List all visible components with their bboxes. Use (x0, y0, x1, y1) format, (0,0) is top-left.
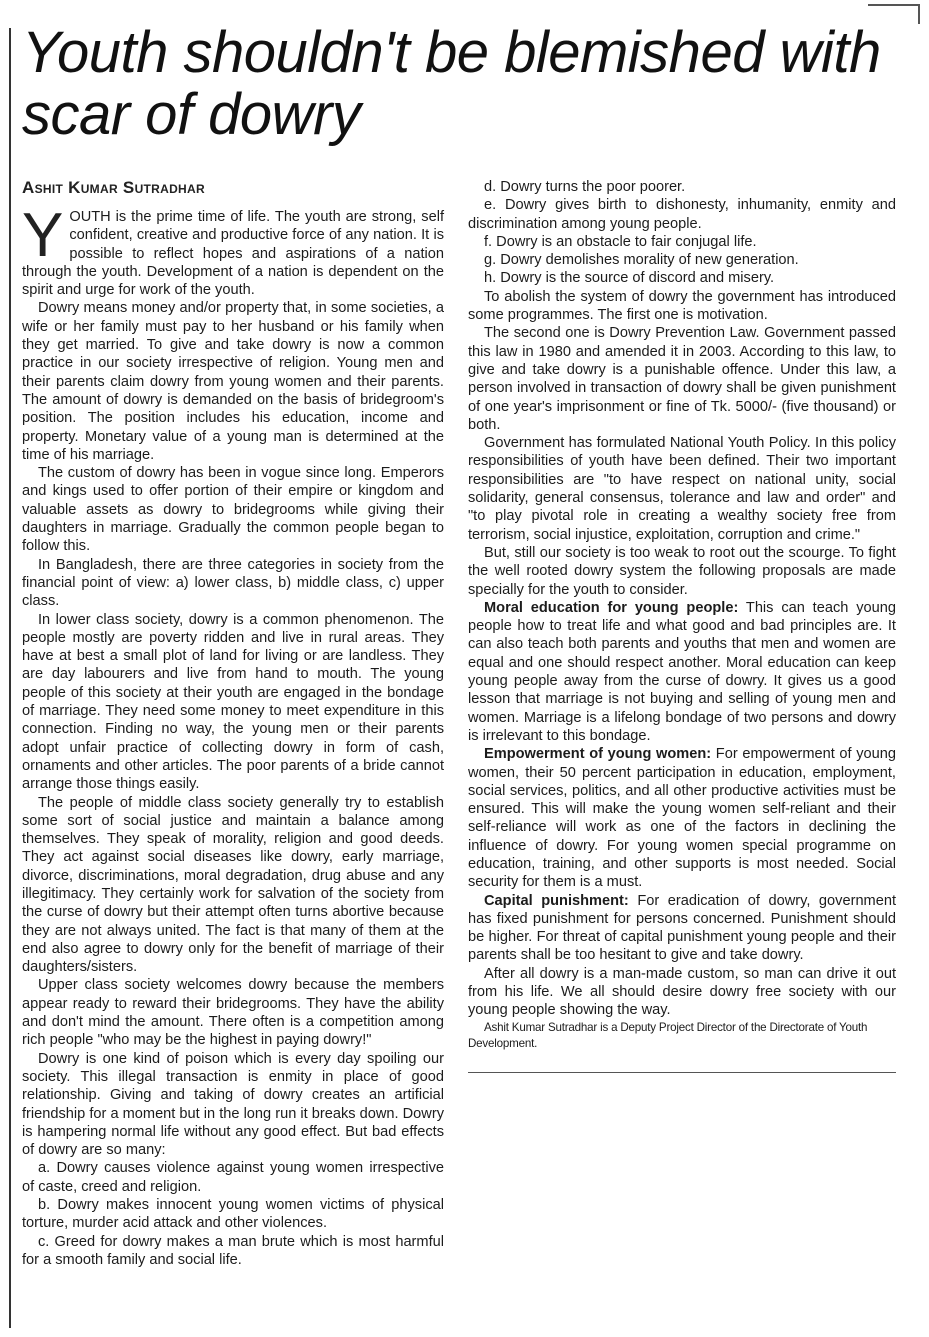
body-paragraph: Upper class society welcomes dowry because the members appear ready to reward their bridegrooms. They have the ability and don't mind the amount. There often is a competition among rich people "who may be the highest in paying dowry!" (22, 977, 444, 1049)
effect-list-item: g. Dowry demolishes morality of new generation. (484, 252, 799, 269)
effect-list-item: e. Dowry gives birth to dishonesty, inhumanity, enmity and discrimination among young people. (468, 197, 896, 232)
proposal-text: This can teach young people how to treat life and what good and bad principles are. It can also teach both parents and youths that men and women are equal and one should respect another. Moral education can keep young people away from the curse of dowry. It gives us a good lesson that marriage is not buying and selling of young men and women. Marriage is a lifelong bondage of two persons and dowry is irrelevant to this bondage. (468, 599, 896, 744)
effect-list-item: c. Greed for dowry makes a man brute which is most harmful for a smooth family and social life. (22, 1233, 444, 1268)
article-byline: Ashit Kumar Sutradhar (22, 178, 205, 197)
intro-paragraph (22, 201, 444, 299)
intro-text: OUTH is the prime time of life. The youth are strong, self confident, creative and productive force of any nation. It is possible to reflect hopes and aspirations of a nation through the youth. Development of a nation is dependent on the spirit and urge for work of the youth. (22, 209, 444, 299)
proposal-label: Capital punishment: (484, 892, 629, 909)
effect-list-item: b. Dowry makes innocent young women victims of physical torture, murder acid attack and other violences. (22, 1197, 444, 1232)
proposal-label: Moral education for young people: (484, 599, 739, 616)
body-paragraph: The people of middle class society generally try to establish some sort of social justice and maintain a balance among themselves. They speak of morality, religion and good deeds. They act against social diseases like dowry, early marriage, divorce, discriminations, moral degradation, drug abuse and any illegitimacy. They certainly work for salvation of the society from the curse of dowry but their attempt often turns abortive because they are not always united. The fact is that many of them at the end also agree to dowry only for the benefit of marriage of their daughters/sisters. (22, 794, 444, 976)
body-paragraph: To abolish the system of dowry the government has introduced some programmes. The first one is motivation. (468, 288, 896, 324)
right-edge-rule (918, 4, 920, 24)
top-right-rule (868, 4, 918, 6)
proposal-text: For empowerment of young women, their 50 percent participation in education, employment, social services, politics, and all other productive activities must be ensured. This will make the young women self-reliant and their self-reliance will work as one of the factors in declining the influence of dowry. For young women special programme on education, training, and other supports is most needed. Social security for them is a must. (468, 746, 896, 891)
left-column-rule (9, 28, 11, 1328)
article-headline: Youth shouldn't be blemished with scar of dowry (22, 20, 881, 147)
proposal-empowerment (468, 745, 896, 891)
proposal-text: For eradication of dowry, government has fixed punishment for persons concerned. Punishment should be higher. For threat of capital punishment young people and their parents shall be too hesitant to give and take dowry. (468, 892, 897, 964)
effect-list-item: a. Dowry causes violence against young women irrespective of caste, creed and religion. (22, 1160, 444, 1195)
body-paragraph: Government has formulated National Youth Policy. In this policy responsibilities of youth have been defined. Their two important responsibilities are "to have respect on national unity, social solidarity, general consensus, tolerance and law and order" and "to play pivotal role in creating a wealthy society free from terrorism, social injustice, exploitation, corruption and crime." (468, 435, 896, 543)
left-column (22, 201, 444, 1269)
body-paragraph: In lower class society, dowry is a common phenomenon. The people mostly are poverty ridden and live in rural areas. They have at best a small plot of land for living or are landless. They are day labourers and live from hand to mouth. The young people of this society at their youth are engaged in the bondage of marriage. They need some money to meet expenditure in this connection. Finding no way, the young men or their parents adopt unfair practice of collecting dowry in form of cash, ornaments and other articles. The poor parents of a bride cannot arrange those things easily. (22, 611, 444, 793)
body-paragraph: The custom of dowry has been in vogue since long. Emperors and kings used to offer portion of their empire or kingdom and valuable assets as dowry to bridegrooms while giving their daughters in marriage. Gradually the common people began to follow this. (22, 465, 444, 555)
closing-paragraph: After all dowry is a man-made custom, so man can drive it out from his life. We all should desire dowry free society with our young people showing the way. (468, 965, 896, 1019)
author-bio: Ashit Kumar Sutradhar is a Deputy Project Director of the Directorate of Youth Development. (468, 1020, 868, 1050)
effect-list-item: f. Dowry is an obstacle to fair conjugal life. (484, 233, 757, 250)
effect-list-item: h. Dowry is the source of discord and misery. (484, 270, 775, 287)
body-paragraph: But, still our society is too weak to root out the scourge. To fight the well rooted dowry system the following proposals are made specially for the youth to consider. (468, 544, 896, 598)
body-paragraph: Dowry means money and/or property that, in some societies, a wife or her family must pay to her husband or his family when they get married. To give and take dowry is now a common practice in our society irrespective of religion. Young men and their parents claim dowry from young women and their parents. The amount of dowry is demanded on the basis of bridegroom's position. The position includes his education, income and property. Monetary value of a young man is determined at the time of his marriage. (22, 300, 444, 463)
proposal-capital-punishment (468, 892, 896, 965)
proposal-moral-education (468, 599, 896, 745)
body-paragraph: The second one is Dowry Prevention Law. Government passed this law in 1980 and amended it in 2003. According to this law, to give and take dowry is a punishable offence. Under this law, a person involved in transaction of dowry shall be given punishment of one year's imprisonment or fine of Tk. 5000/- (five thousand) or both. (468, 325, 896, 433)
body-paragraph: Dowry is one kind of poison which is every day spoiling our society. This illegal transaction is enmity in place of good relationship. Giving and taking of dowry creates an artificial friendship for a moment but in the long run it breaks down. Dowry is hampering normal life without any good effect. But bad effects of dowry are so many: (22, 1050, 444, 1159)
drop-cap: Y (22, 201, 64, 270)
effect-list-item: d. Dowry turns the poor poorer. (484, 179, 686, 195)
proposal-label: Empowerment of young women: (484, 746, 712, 763)
right-column (468, 178, 896, 1073)
body-paragraph: In Bangladesh, there are three categories in society from the financial point of view: a) lower class, b) middle class, c) upper class. (22, 556, 444, 610)
bio-divider (468, 1072, 896, 1073)
